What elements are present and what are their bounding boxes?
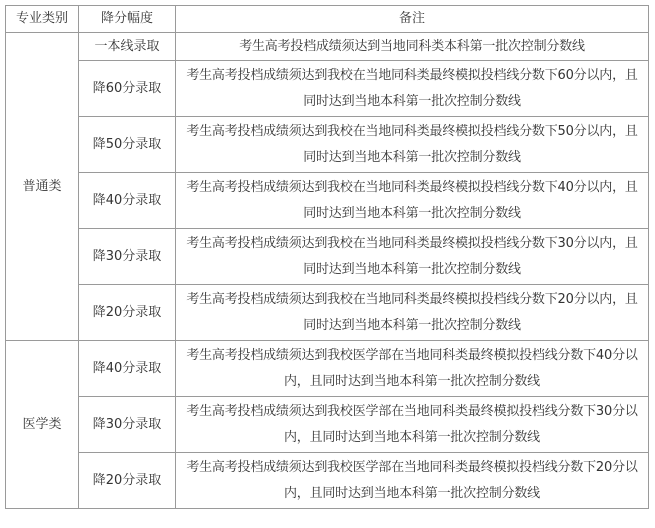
table-row	[6, 285, 649, 341]
reduction-cell: 降30分录取	[79, 397, 176, 453]
reduction-cell: 降20分录取	[79, 453, 176, 509]
table-row	[6, 61, 649, 117]
table-row	[6, 229, 649, 285]
table-row	[6, 453, 649, 509]
note-cell: 考生高考投档成绩须达到我校在当地同科类最终模拟投档线分数下60分以内，且同时达到当地本科第一批次控制分数线	[176, 61, 649, 117]
note-cell: 考生高考投档成绩须达到我校医学部在当地同科类最终模拟投档线分数下40分以内，且同时达到当地本科第一批次控制分数线	[176, 341, 649, 397]
header-note: 备注	[176, 6, 649, 33]
header-reduction: 降分幅度	[79, 6, 176, 33]
table-row	[6, 397, 649, 453]
reduction-cell: 降50分录取	[79, 117, 176, 173]
reduction-cell: 降30分录取	[79, 229, 176, 285]
note-cell: 考生高考投档成绩须达到我校医学部在当地同科类最终模拟投档线分数下20分以内，且同时达到当地本科第一批次控制分数线	[176, 453, 649, 509]
table-row	[6, 341, 649, 397]
reduction-cell: 降40分录取	[79, 341, 176, 397]
admission-score-table	[5, 5, 649, 509]
note-cell: 考生高考投档成绩须达到我校在当地同科类最终模拟投档线分数下30分以内，且同时达到当地本科第一批次控制分数线	[176, 229, 649, 285]
table-row	[6, 173, 649, 229]
category-cell-medical: 医学类	[6, 341, 79, 509]
note-cell: 考生高考投档成绩须达到我校在当地同科类最终模拟投档线分数下20分以内，且同时达到当地本科第一批次控制分数线	[176, 285, 649, 341]
note-cell: 考生高考投档成绩须达到当地同科类本科第一批次控制分数线	[176, 33, 649, 61]
note-cell: 考生高考投档成绩须达到我校在当地同科类最终模拟投档线分数下50分以内，且同时达到当地本科第一批次控制分数线	[176, 117, 649, 173]
note-cell: 考生高考投档成绩须达到我校在当地同科类最终模拟投档线分数下40分以内，且同时达到当地本科第一批次控制分数线	[176, 173, 649, 229]
header-category: 专业类别	[6, 6, 79, 33]
reduction-cell: 一本线录取	[79, 33, 176, 61]
reduction-cell: 降20分录取	[79, 285, 176, 341]
reduction-cell: 降40分录取	[79, 173, 176, 229]
category-cell-general: 普通类	[6, 33, 79, 341]
table-row	[6, 33, 649, 61]
table-row	[6, 117, 649, 173]
note-cell: 考生高考投档成绩须达到我校医学部在当地同科类最终模拟投档线分数下30分以内，且同时达到当地本科第一批次控制分数线	[176, 397, 649, 453]
header-row	[6, 6, 649, 33]
reduction-cell: 降60分录取	[79, 61, 176, 117]
